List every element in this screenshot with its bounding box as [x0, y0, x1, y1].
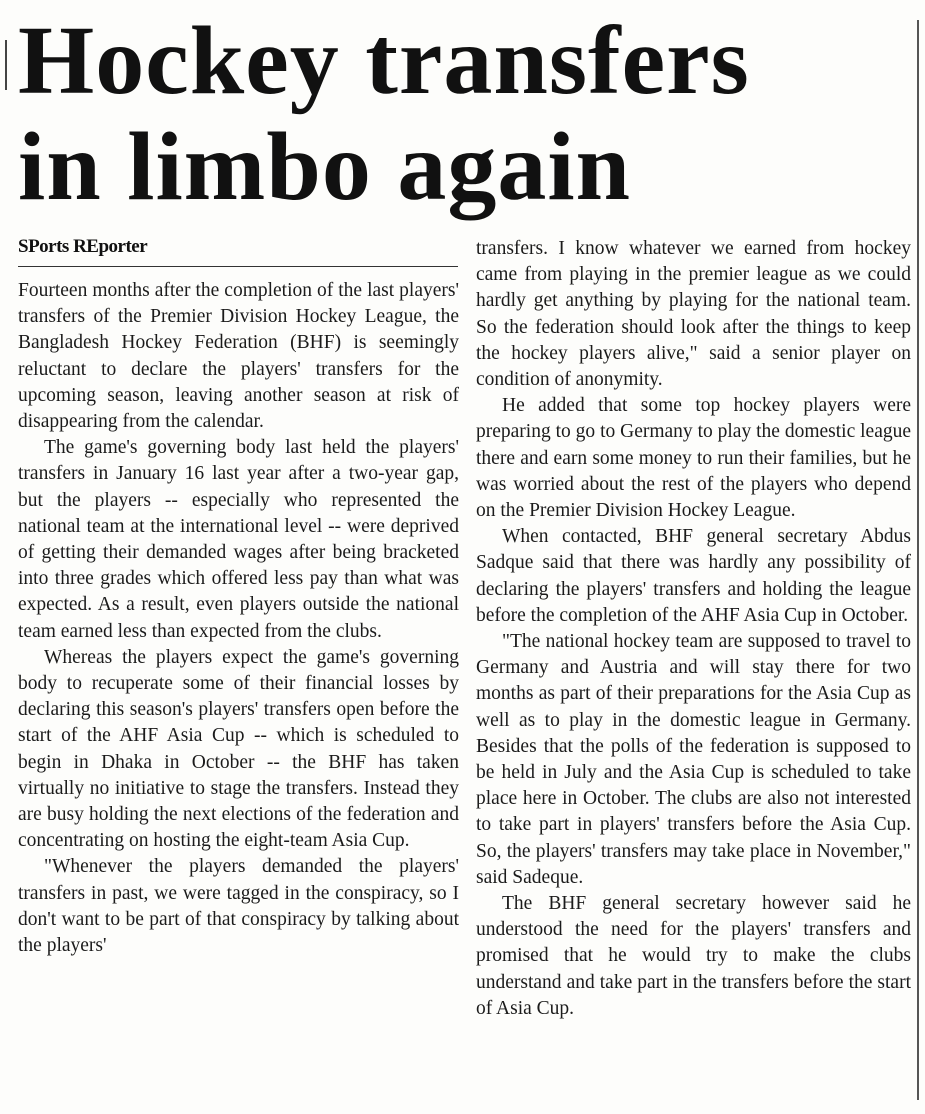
left-edge-rule	[5, 40, 7, 90]
paragraph: Whereas the players expect the game's governing body to recuperate some of their financial losses by declaring this season's players' transfers open before the start of the AHF Asia Cup -- which is scheduled to begin in Dhaka in October -- the BHF has taken virtually no initiative to stage the transfers. Instead they are busy holding the next elections of the federation and concentrating on hosting the eight-team Asia Cup.	[18, 646, 459, 852]
column-divider-rule	[917, 20, 919, 1100]
paragraph: When contacted, BHF general secretary Abdus Sadque said that there was hardly any possibility of declaring the players' transfers and holding the league before the completion of the AHF Asia Cup in October.	[476, 526, 911, 626]
paragraph: The BHF general secretary however said he understood the need for the players' transfers and promised that he would try to make the clubs understand and take part in the transfers before the start of Asia Cup.	[476, 893, 911, 1019]
article-column-right	[476, 236, 911, 1022]
byline: SPorts REporter	[18, 236, 148, 257]
paragraph: Fourteen months after the completion of the last players' transfers of the Premier Division Hockey League, the Bangladesh Hockey Federation (BHF) is seemingly reluctant to declare the players' transfers for the upcoming season, leaving another season at risk of disappearing from the calendar.	[18, 280, 459, 433]
paragraph: He added that some top hockey players were preparing to go to Germany to play the domestic league there and earn some money to run their families, but he was worried about the rest of the players who depend on the Premier Division Hockey League.	[476, 395, 911, 522]
article-column-left	[18, 278, 459, 959]
paragraph: The game's governing body last held the players' transfers in January 16 last year after a two-year gap, but the players -- especially who represented the national team at the international level -- were deprived of getting their demanded wages after being bracketed into three grades which offered less pay than what was expected. As a result, even players outside the national team earned less than expected from the clubs.	[18, 437, 459, 642]
paragraph: transfers. I know whatever we earned from hockey came from playing in the premier league as we could hardly get anything by playing for the national team. So the federation should look after the things to keep the hockey players alive," said a senior player on condition of anonymity.	[476, 238, 911, 391]
byline-divider	[18, 266, 458, 267]
paragraph: "The national hockey team are supposed to travel to Germany and Austria and will stay there for two months as part of their preparations for the Asia Cup as well as to play in the domestic league in Germany. Besides that the polls of the federation is supposed to be held in July and the Asia Cup is scheduled to take place here in October. The clubs are also not interested to take part in players' transfers before the Asia Cup. So, the players' transfers may take place in November," said Sadeque.	[476, 631, 911, 888]
headline	[18, 8, 908, 220]
headline-line-2: in limbo again	[18, 113, 632, 221]
paragraph: "Whenever the players demanded the players' transfers in past, we were tagged in the conspiracy, so I don't want to be part of that conspiracy by talking about the players'	[18, 856, 459, 957]
headline-line-1: Hockey transfers	[18, 7, 750, 115]
